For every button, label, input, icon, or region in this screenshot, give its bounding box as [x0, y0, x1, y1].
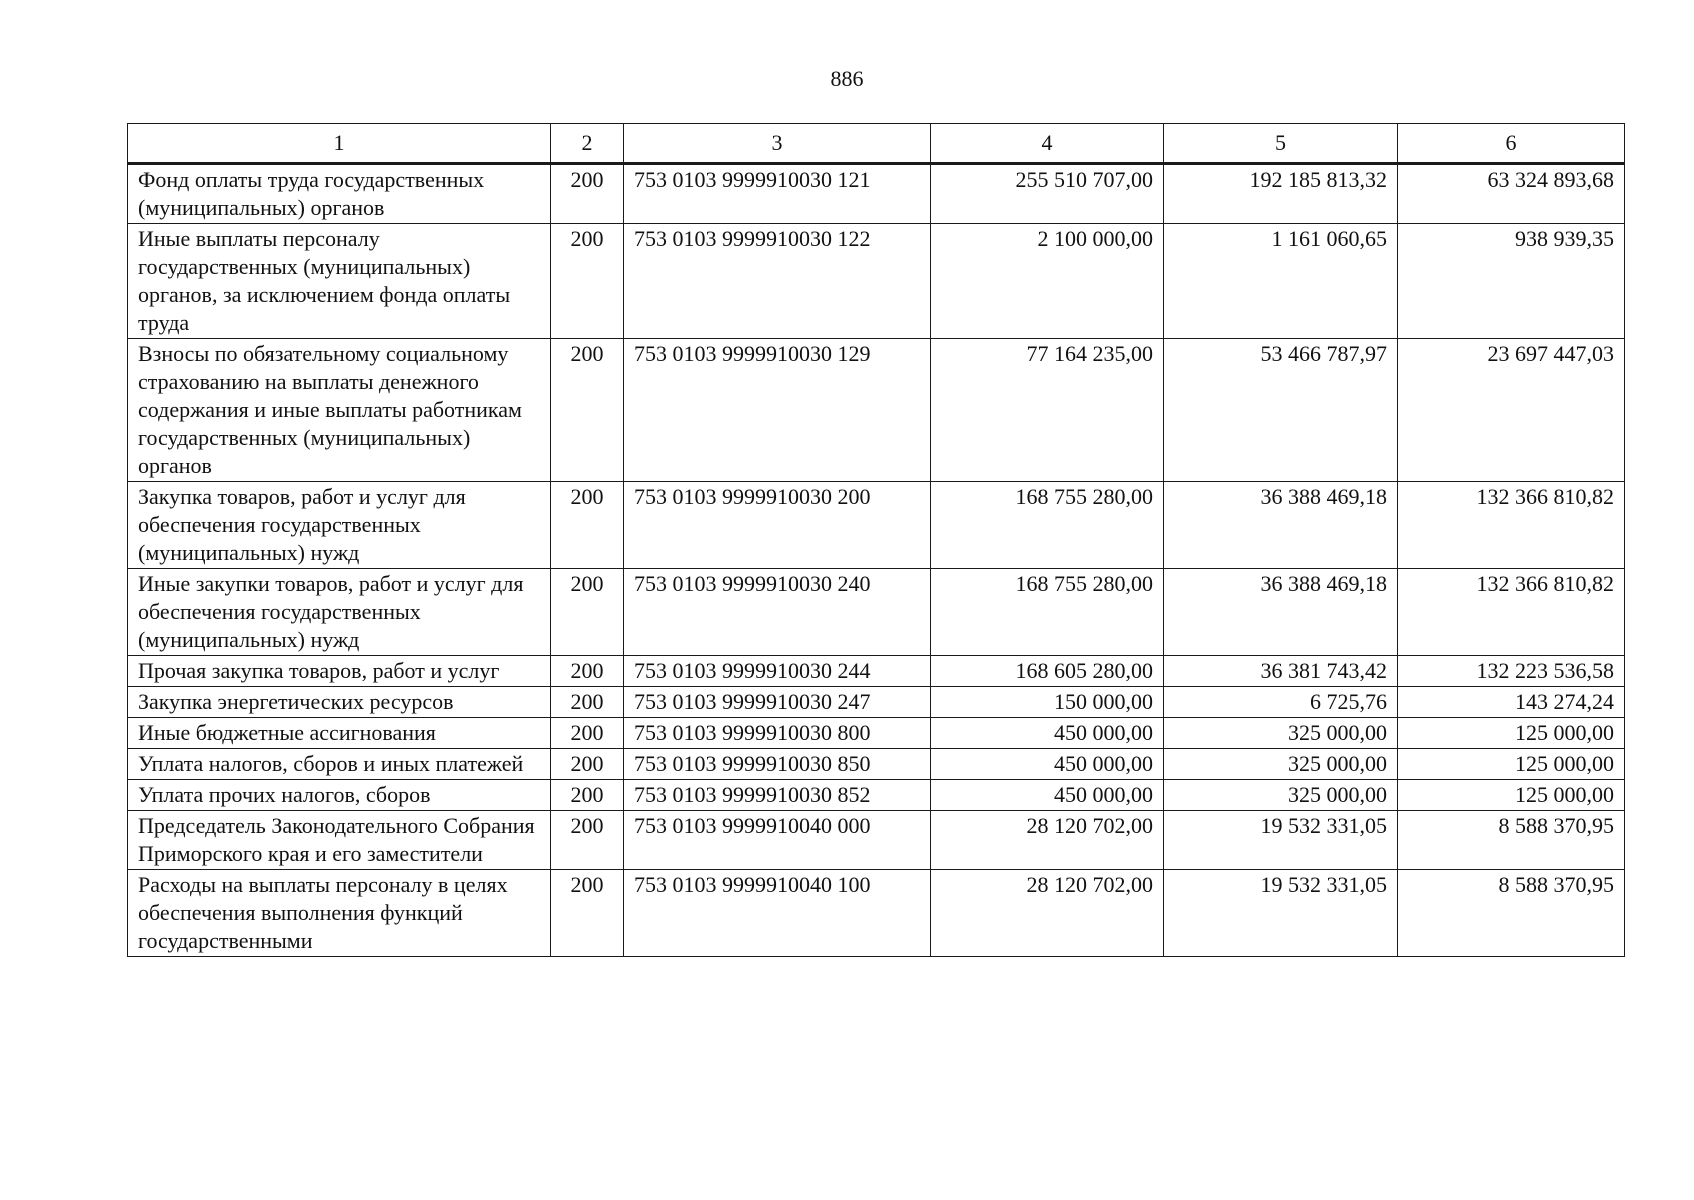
row-remaining: 23 697 447,03: [1398, 339, 1625, 482]
row-executed: 53 466 787,97: [1164, 339, 1398, 482]
row-kbk: 753 0103 9999910040 100: [624, 870, 931, 957]
row-name: Иные бюджетные ассигнования: [128, 718, 551, 749]
row-name: Фонд оплаты труда государственных (муниципальных) органов: [128, 164, 551, 224]
table-row: [128, 339, 1625, 482]
row-executed: 19 532 331,05: [1164, 811, 1398, 870]
row-code: 200: [551, 870, 624, 957]
table-row: [128, 718, 1625, 749]
row-remaining: 125 000,00: [1398, 718, 1625, 749]
table-body: [128, 164, 1625, 957]
row-kbk: 753 0103 9999910030 129: [624, 339, 931, 482]
table-header: [128, 124, 1625, 164]
row-kbk: 753 0103 9999910030 200: [624, 482, 931, 569]
header-row: [128, 124, 1625, 164]
row-kbk: 753 0103 9999910030 247: [624, 687, 931, 718]
row-remaining: 8 588 370,95: [1398, 811, 1625, 870]
row-name: Прочая закупка товаров, работ и услуг: [128, 656, 551, 687]
table-row: [128, 164, 1625, 224]
row-kbk: 753 0103 9999910030 852: [624, 780, 931, 811]
row-code: 200: [551, 164, 624, 224]
row-kbk: 753 0103 9999910030 122: [624, 224, 931, 339]
table-row: [128, 656, 1625, 687]
row-executed: 325 000,00: [1164, 780, 1398, 811]
row-executed: 6 725,76: [1164, 687, 1398, 718]
row-code: 200: [551, 656, 624, 687]
table-row: [128, 870, 1625, 957]
row-approved: 450 000,00: [931, 780, 1164, 811]
row-code: 200: [551, 718, 624, 749]
row-executed: 36 388 469,18: [1164, 569, 1398, 656]
page-number: 886: [830, 66, 864, 91]
row-name: Уплата прочих налогов, сборов: [128, 780, 551, 811]
row-approved: 28 120 702,00: [931, 811, 1164, 870]
table-row: [128, 780, 1625, 811]
table-row: [128, 224, 1625, 339]
header-col-4: 4: [931, 124, 1164, 164]
row-name: Иные выплаты персоналу государственных (муниципальных) органов, за исключением фонда оплаты труда: [128, 224, 551, 339]
row-approved: 77 164 235,00: [931, 339, 1164, 482]
row-name: Иные закупки товаров, работ и услуг для обеспечения государственных (муниципальных) нужд: [128, 569, 551, 656]
row-executed: 325 000,00: [1164, 749, 1398, 780]
header-col-1: 1: [128, 124, 551, 164]
row-code: 200: [551, 482, 624, 569]
row-approved: 168 755 280,00: [931, 482, 1164, 569]
row-approved: 168 755 280,00: [931, 569, 1164, 656]
row-remaining: 63 324 893,68: [1398, 164, 1625, 224]
header-col-3: 3: [624, 124, 931, 164]
header-col-5: 5: [1164, 124, 1398, 164]
row-code: 200: [551, 687, 624, 718]
row-remaining: 132 366 810,82: [1398, 569, 1625, 656]
row-kbk: 753 0103 9999910030 800: [624, 718, 931, 749]
table-row: [128, 749, 1625, 780]
table-row: [128, 569, 1625, 656]
row-approved: 28 120 702,00: [931, 870, 1164, 957]
row-executed: 325 000,00: [1164, 718, 1398, 749]
row-kbk: 753 0103 9999910030 244: [624, 656, 931, 687]
budget-table: [127, 123, 1625, 957]
row-code: 200: [551, 224, 624, 339]
row-code: 200: [551, 339, 624, 482]
table-row: [128, 811, 1625, 870]
row-remaining: 132 223 536,58: [1398, 656, 1625, 687]
row-name: Взносы по обязательному социальному страхованию на выплаты денежного содержания и иные выплаты работникам государственных (муниципальных) органов: [128, 339, 551, 482]
row-remaining: 8 588 370,95: [1398, 870, 1625, 957]
row-approved: 168 605 280,00: [931, 656, 1164, 687]
table-row: [128, 482, 1625, 569]
row-kbk: 753 0103 9999910030 240: [624, 569, 931, 656]
row-code: 200: [551, 569, 624, 656]
row-name: Уплата налогов, сборов и иных платежей: [128, 749, 551, 780]
row-approved: 255 510 707,00: [931, 164, 1164, 224]
row-code: 200: [551, 749, 624, 780]
row-code: 200: [551, 780, 624, 811]
row-kbk: 753 0103 9999910030 850: [624, 749, 931, 780]
row-kbk: 753 0103 9999910030 121: [624, 164, 931, 224]
row-remaining: 125 000,00: [1398, 780, 1625, 811]
header-col-6: 6: [1398, 124, 1625, 164]
row-executed: 1 161 060,65: [1164, 224, 1398, 339]
row-approved: 2 100 000,00: [931, 224, 1164, 339]
row-executed: 19 532 331,05: [1164, 870, 1398, 957]
row-executed: 36 381 743,42: [1164, 656, 1398, 687]
table-row: [128, 687, 1625, 718]
row-remaining: 938 939,35: [1398, 224, 1625, 339]
row-name: Закупка товаров, работ и услуг для обеспечения государственных (муниципальных) нужд: [128, 482, 551, 569]
row-name: Закупка энергетических ресурсов: [128, 687, 551, 718]
row-kbk: 753 0103 9999910040 000: [624, 811, 931, 870]
row-approved: 150 000,00: [931, 687, 1164, 718]
row-remaining: 125 000,00: [1398, 749, 1625, 780]
row-approved: 450 000,00: [931, 718, 1164, 749]
row-name: Председатель Законодательного Собрания Приморского края и его заместители: [128, 811, 551, 870]
row-code: 200: [551, 811, 624, 870]
header-col-2: 2: [551, 124, 624, 164]
row-executed: 36 388 469,18: [1164, 482, 1398, 569]
row-remaining: 132 366 810,82: [1398, 482, 1625, 569]
row-executed: 192 185 813,32: [1164, 164, 1398, 224]
row-approved: 450 000,00: [931, 749, 1164, 780]
row-name: Расходы на выплаты персоналу в целях обеспечения выполнения функций государственными: [128, 870, 551, 957]
row-remaining: 143 274,24: [1398, 687, 1625, 718]
